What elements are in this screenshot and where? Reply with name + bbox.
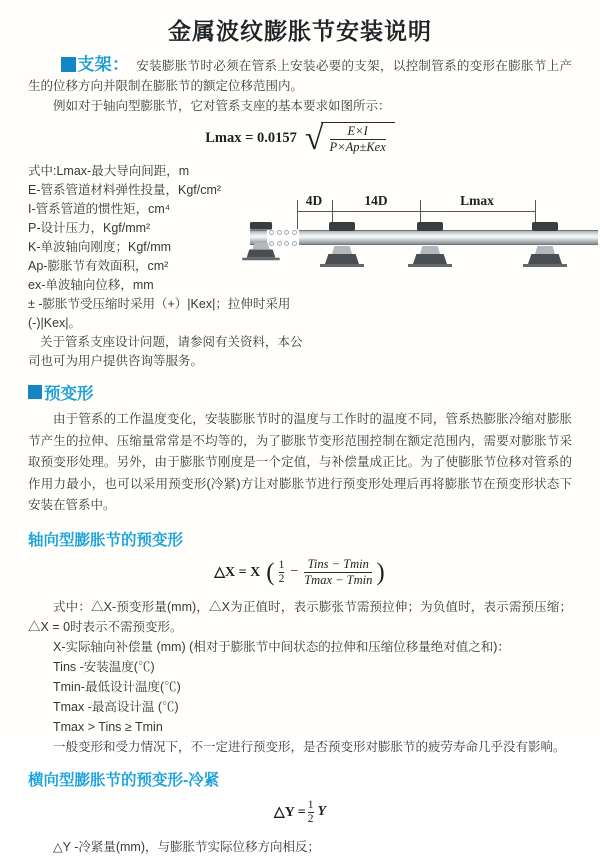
formula-delta-x-lhs: △X = X: [214, 564, 261, 580]
formula-lmax-lhs: Lmax = 0.0157: [205, 130, 297, 146]
dim-label-4d: 4D: [305, 193, 323, 208]
pipe-guide-support: [318, 222, 366, 270]
page-title: 金属波纹膨胀节安装说明: [168, 18, 432, 44]
fraction-numerator: E×I: [347, 124, 368, 138]
temperature-line: Tmax -最高设计温 (℃): [53, 699, 179, 714]
formula-lmax: [28, 119, 572, 157]
axial-subsection-header: 轴向型膨胀节的预变形: [28, 531, 184, 549]
formula-delta-y-lhs: △Y =: [273, 804, 306, 820]
half-fraction: [279, 559, 285, 586]
temperature-inequality: Tmax > Tins ≥ Tmin: [53, 719, 163, 734]
support-plate: [320, 264, 364, 267]
variable-line: P-设计压力，Kgf/mm²: [28, 221, 151, 235]
support-saddle: [332, 246, 352, 254]
temperature-line: Tins -安装温度(℃): [53, 659, 155, 674]
fraction-denominator: 2: [307, 812, 314, 825]
fraction-denominator: P×Ap±Kex: [329, 140, 386, 154]
temperature-fraction: [304, 557, 372, 588]
pipe-support-diagram: [250, 192, 598, 292]
consult-note: 关于管系支座设计问题，请参阅有关资料，本公司也可为用户提供咨询等服务。: [28, 335, 303, 368]
close-paren: ): [376, 558, 385, 586]
minus-sign: −: [290, 564, 299, 579]
support-plate: [523, 264, 567, 267]
section-marker-icon: [28, 385, 42, 399]
axial-note: 一般变形和受力情况下，不一定进行预变形，是否预变形对膨胀节的疲劳寿命几乎没有影响。: [53, 739, 566, 754]
radical-expression: [304, 119, 395, 157]
variable-line: Ap-膨胀节有效面积，cm²: [28, 259, 169, 273]
support-clamp: [250, 222, 272, 230]
support-intro-paragraph: [28, 55, 572, 96]
fraction-numerator: Tins − Tmin: [307, 556, 369, 571]
fraction-denominator: Tmax − Tmin: [304, 572, 373, 587]
fraction-numerator: 1: [307, 798, 314, 811]
support-saddle: [535, 246, 555, 254]
formula-delta-x: [28, 557, 572, 588]
support-plate: [242, 258, 279, 261]
pipe-guide-support: [521, 222, 569, 270]
support-base: [325, 254, 359, 264]
support-plate: [408, 264, 452, 267]
axial-explain: 式中：△X-预变形量(mm)，△X为正值时，表示膨张节需预拉伸；为负值时，表示需预压缩；△X = 0时表示不需预变形。: [28, 599, 572, 634]
fraction-numerator: 1: [278, 558, 285, 571]
open-paren: (: [266, 558, 275, 586]
support-base: [528, 254, 562, 264]
support-section-header: 支架：: [77, 55, 130, 74]
where-line: 式中:Lmax-最大导向间距，m: [28, 164, 190, 178]
variable-line: E-管系管道材料弹性投量，Kgf/cm²: [28, 183, 222, 197]
support-clamp: [417, 222, 443, 231]
support-example-line: 例如对于轴向型膨胀节，它对管系支座的基本要求如图所示：: [53, 99, 391, 113]
plus-minus-note: ± -膨胀节受压缩时采用（+）|Kex|；拉伸时采用(-)|Kex|。: [28, 297, 291, 330]
half-fraction: [308, 799, 314, 826]
variable-line: K-单波轴向刚度；Kgf/mm: [28, 240, 172, 254]
predeform-paragraph: 由于管系的工作温度变化，安装膨胀节时的温度与工作时的温度不同，管系热膨胀冷缩对膨胀节产生的拉伸、压缩量常常是不均等的，为了膨胀节变形范围控制在额定范围内，需要对膨胀节采取预变形处理。另外，由于膨胀节刚度是一个定值，与补偿量成正比。为了使膨胀节位移对管系的作用力最小，也可以采用预变形(冷紧)方让对膨胀节进行预变形处理后再将膨胀节在预变形状态下安装在管系中。: [28, 412, 572, 512]
axial-x-definition: X-实际轴向补偿量 (mm) (相对于膨胀节中间状态的拉伸和压缩位移量绝对值之和)：: [53, 639, 510, 654]
support-saddle: [253, 242, 270, 249]
predeform-header-label: 预变形: [44, 385, 94, 403]
fraction-denominator: 2: [278, 572, 285, 585]
temperature-line: Tmin-最低设计温度(℃): [53, 679, 181, 694]
dim-label-14d: 14D: [364, 193, 388, 208]
variable-line: ex-单波轴向位移，mm: [28, 278, 154, 292]
support-base: [413, 254, 447, 264]
pipe-anchor-support: [241, 222, 282, 263]
pipe-guide-support: [406, 222, 454, 270]
support-saddle: [420, 246, 440, 254]
formula-delta-y: [28, 799, 572, 826]
radical-sign-icon: √: [304, 119, 324, 157]
variable-line: I-管系管道的惯性矩，cm⁴: [28, 202, 171, 216]
predeform-section-header: [28, 380, 572, 404]
section-marker-icon: [61, 57, 76, 72]
formula-lmax-fraction: [321, 122, 395, 155]
support-clamp: [532, 222, 558, 231]
lateral-subsection-header: 横向型膨胀节的预变形-冷紧: [28, 771, 220, 789]
dimension-tick: [297, 200, 298, 230]
dim-label-lmax: Lmax: [460, 193, 494, 208]
support-base: [247, 249, 276, 258]
formula-delta-y-rhs: Y: [317, 804, 327, 819]
support-clamp: [329, 222, 355, 231]
lateral-note: △Y -冷紧量(mm)，与膨胀节实际位移方向相反；: [53, 839, 321, 854]
support-intro-text: 安装膨胀节时必须在管系上安装必要的支架，以控制管系的变形在膨胀节上产生的位移方向并限制在膨胀节的额定位移范围内。: [28, 59, 572, 93]
